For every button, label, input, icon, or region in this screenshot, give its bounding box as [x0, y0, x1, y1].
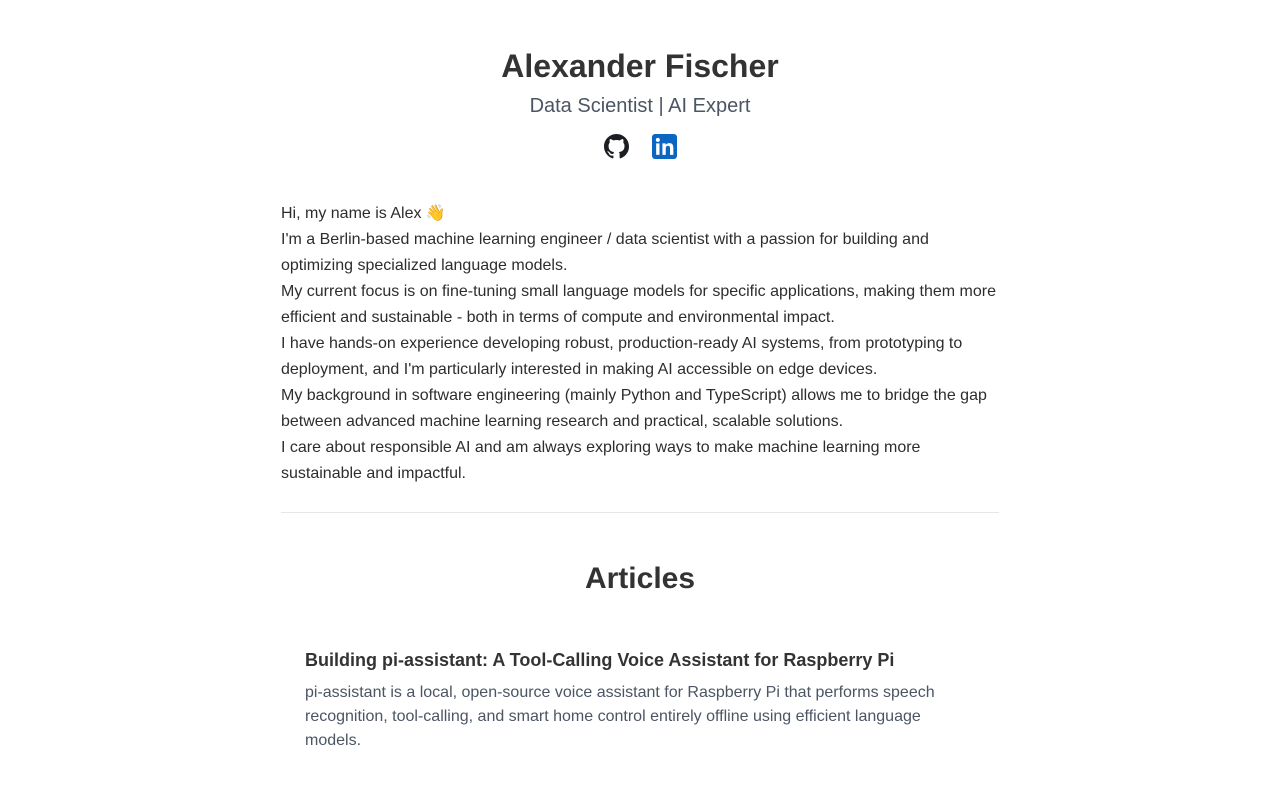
- page-container: [281, 0, 999, 753]
- about-paragraph: I care about responsible AI and am always exploring ways to make machine learning more sustainable and impactful.: [281, 439, 921, 482]
- github-icon: [604, 134, 629, 159]
- github-link[interactable]: [604, 134, 629, 159]
- linkedin-icon: [652, 134, 677, 159]
- social-links: [281, 134, 999, 159]
- profile-header: [281, 46, 999, 159]
- about-paragraph: My current focus is on fine-tuning small language models for specific applications, making them more efficient and sustainable - both in terms of compute and environmental impact.: [281, 283, 996, 326]
- linkedin-link[interactable]: [652, 134, 677, 159]
- about-paragraph: I have hands-on experience developing robust, production-ready AI systems, from prototyping to deployment, and I'm particularly interested in making AI accessible on edge devices.: [281, 335, 963, 378]
- about-section: [281, 201, 999, 487]
- section-divider: [281, 512, 999, 513]
- about-paragraph: My background in software engineering (mainly Python and TypeScript) allows me to bridge the gap between advanced machine learning research and practical, scalable solutions.: [281, 387, 987, 430]
- articles-section: [281, 559, 999, 753]
- articles-heading: Articles: [584, 562, 696, 595]
- article-title[interactable]: Building pi-assistant: A Tool-Calling Voice Assistant for Raspberry Pi: [305, 650, 895, 670]
- about-greeting: Hi, my name is Alex 👋: [281, 205, 446, 222]
- profile-name: Alexander Fischer: [501, 48, 779, 84]
- about-paragraph: I'm a Berlin-based machine learning engineer / data scientist with a passion for building and optimizing specialized language models.: [281, 231, 929, 274]
- profile-subtitle: Data Scientist | AI Expert: [529, 95, 751, 117]
- article-card[interactable]: [281, 647, 999, 753]
- article-description: pi-assistant is a local, open-source voice assistant for Raspberry Pi that performs speech recognition, tool-calling, and smart home control entirely offline using efficient language models.: [305, 684, 935, 749]
